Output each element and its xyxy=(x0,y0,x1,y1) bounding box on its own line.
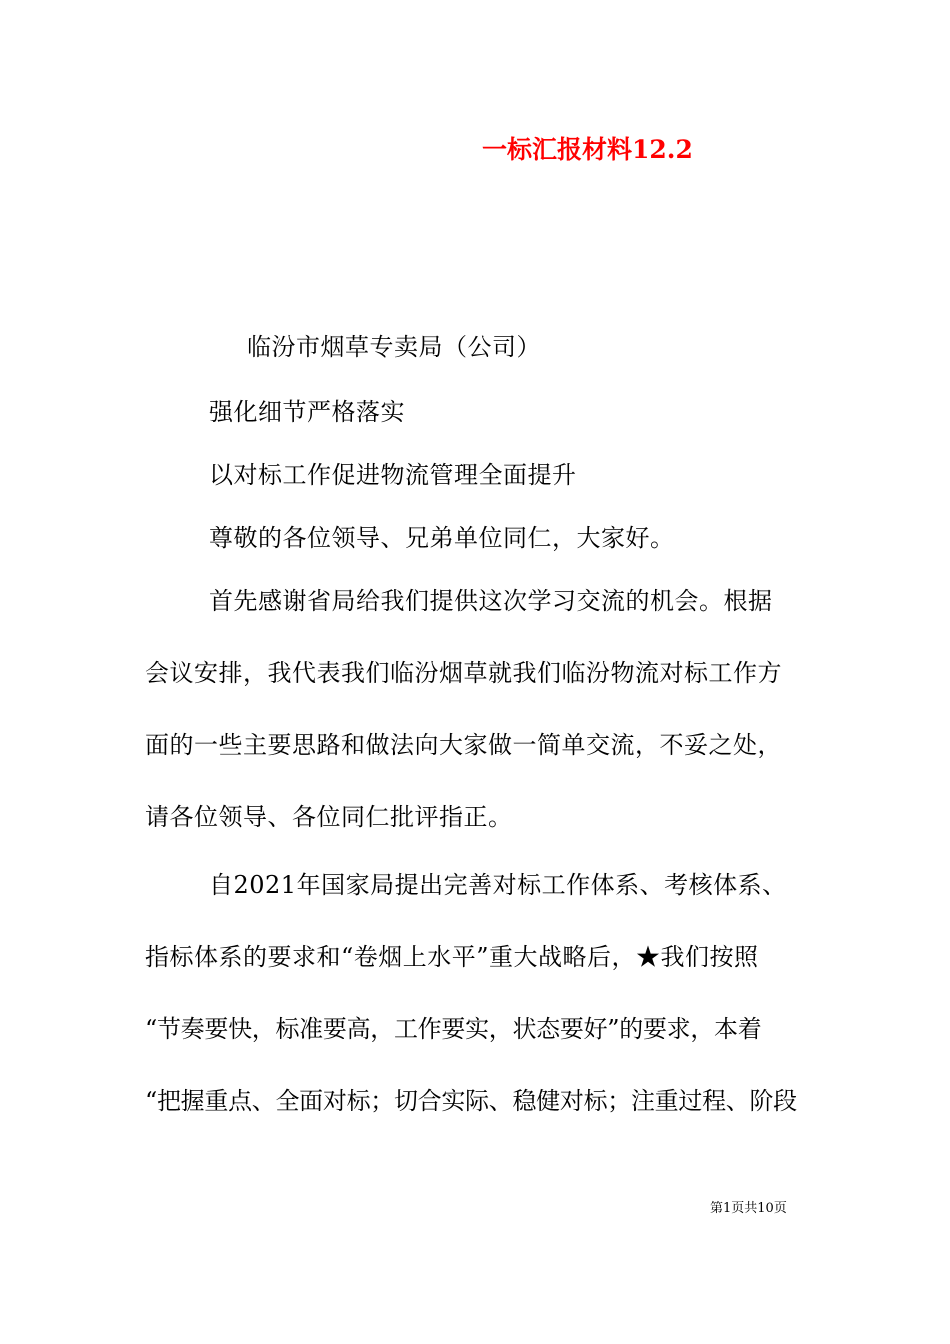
paragraph-line: 自2021年国家局提出完善对标工作体系、考核体系、 xyxy=(209,871,787,899)
subtitle-line-1: 强化细节严格落实 xyxy=(209,398,405,426)
subtitle-line-2: 以对标工作促进物流管理全面提升 xyxy=(209,461,577,489)
page-number: 第1页共10页 xyxy=(710,1201,787,1216)
org-name-line: 临汾市烟草专卖局（公司） xyxy=(247,333,541,361)
paragraph-line: 面的一些主要思路和做法向大家做一简单交流，不妥之处， xyxy=(145,731,782,759)
greeting-line: 尊敬的各位领导、兄弟单位同仁，大家好。 xyxy=(209,524,675,552)
paragraph-line: “节奏要快，标准要高，工作要实，状态要好”的要求，本着 xyxy=(145,1015,762,1043)
paragraph-line: “把握重点、全面对标；切合实际、稳健对标；注重过程、阶段 xyxy=(145,1087,797,1115)
paragraph-line: 首先感谢省局给我们提供这次学习交流的机会。根据 xyxy=(209,587,773,615)
paragraph-line: 指标体系的要求和“卷烟上水平”重大战略后，★我们按照 xyxy=(145,943,759,971)
document-title: 一标汇报材料12.2 xyxy=(482,135,693,164)
paragraph-line: 会议安排，我代表我们临汾烟草就我们临汾物流对标工作方 xyxy=(145,659,782,687)
paragraph-line: 请各位领导、各位同仁批评指正。 xyxy=(145,803,513,831)
